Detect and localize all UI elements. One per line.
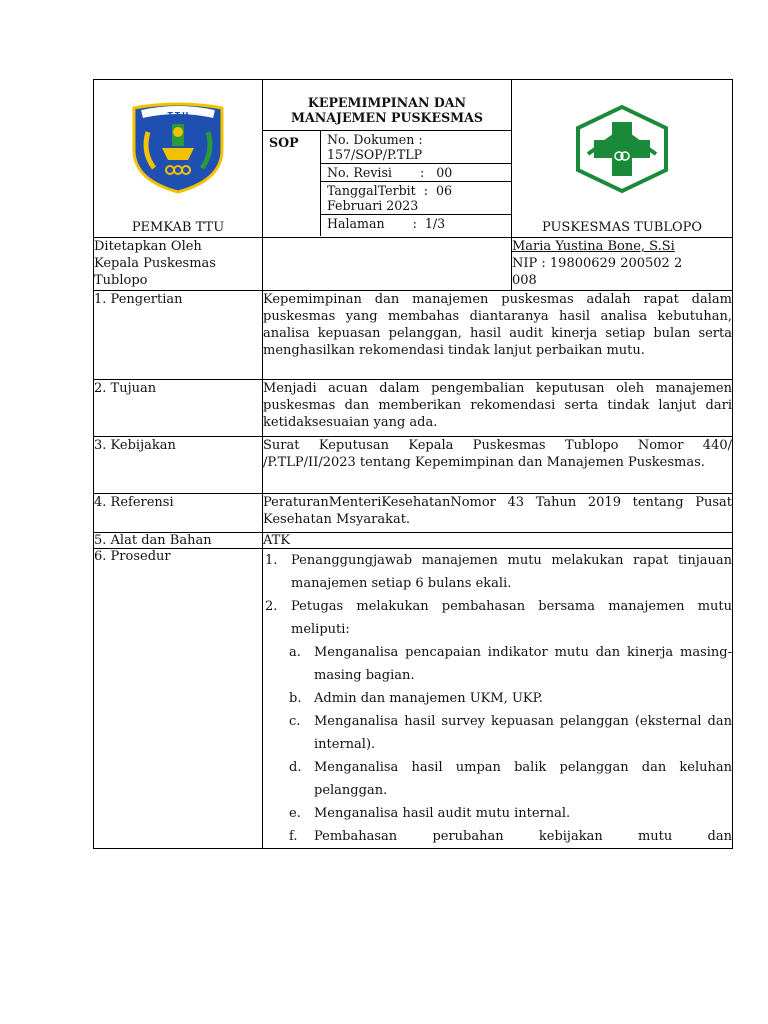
sop-info-rows [321,131,511,236]
sop-table [93,79,733,849]
item-text: Penanggungjawab manajemen mutu melakukan rapat tinjauan manajemen setiap 6 bulans ekali. [291,553,732,591]
item-text: Petugas melakukan pembahasan bersama manajemen mutu meliputi: [291,599,732,637]
list-item [263,595,732,641]
revision-number: No. Revisi : 00 [321,164,511,182]
approval-label-line-1: Ditetapkan Oleh [94,239,202,254]
sub-list-item [263,641,732,687]
sop-info-grid [263,131,511,236]
sop-label: SOP [263,131,321,236]
sub-item-letter: e. [289,806,301,821]
doc-number-value: 157/SOP/P.TLP [327,147,423,162]
puskesmas-caption: PUSKESMAS TUBLOPO [541,220,703,235]
sub-item-letter: c. [289,714,301,729]
puskesmas-hexagon-cross-icon [574,104,670,194]
referensi-label: 4. Referensi [94,494,263,533]
section-referensi [94,494,733,533]
approval-label-line-3: Tublopo [94,273,148,288]
sub-item-text: Admin dan manajemen UKM, UKP. [314,691,543,706]
sub-list-item [263,756,732,802]
sub-item-letter: a. [289,645,301,660]
doc-number [321,131,511,164]
issue-date-value: Februari 2023 [327,198,419,213]
sub-item-text: Pembahasan perubahan kebijakan mutu dan [314,829,732,844]
signatory-name: Maria Yustina Bone, S.Si [512,239,675,254]
section-pengertian [94,291,733,380]
item-number: 2. [265,599,278,614]
tujuan-text: Menjadi acuan dalam pengembalian keputusan oleh manajemen puskesmas dan memberikan rekomendasi serta tindak lanjut dari ketidaksesuaian yang ada. [263,380,733,437]
sub-list-item [263,825,732,848]
pengertian-text: Kepemimpinan dan manajemen puskesmas adalah rapat dalam puskesmas yang membahas diantaranya hasil analisa kebutuhan, analisa kepuasan pelanggan, hasil audit kinerja setiap bulan serta menghasilkan rekomendasi tindak lanjut perbaikan mutu. [263,291,733,380]
title-line-1: KEPEMIMPINAN DAN [307,95,467,110]
sub-item-letter: d. [289,760,302,775]
sop-document [93,79,732,849]
approval-label [94,238,263,291]
document-title [263,80,511,131]
kebijakan-label: 3. Kebijakan [94,437,263,494]
sub-item-letter: b. [289,691,302,706]
signatory-nip-cont: 008 [512,273,537,288]
doc-number-label: No. Dokumen : [327,132,423,147]
item-number: 1. [265,553,278,568]
title-cell [263,80,512,238]
sub-list-item [263,802,732,825]
approval-label-line-2: Kepala Puskesmas [94,256,216,271]
alat-label: 5. Alat dan Bahan [94,533,263,549]
issue-date [321,182,511,215]
alat-text: ATK [263,533,733,549]
section-kebijakan [94,437,733,494]
approval-row [94,238,733,291]
kebijakan-text: Surat Keputusan Kepala Puskesmas Tublopo Nomor 440/ /P.TLP/II/2023 tentang Kepemimpinan dan Manajemen Puskesmas. [263,437,733,494]
section-tujuan [94,380,733,437]
list-item [263,549,732,595]
header-row [94,80,733,238]
sub-item-text: Menganalisa hasil audit mutu internal. [314,806,571,821]
pemkab-logo-cell [94,80,263,238]
signatory-nip: NIP : 19800629 200502 2 [512,256,683,271]
sub-list-item [263,687,732,710]
sub-item-letter: f. [289,829,298,844]
issue-date-label: TanggalTerbit : 06 [327,183,453,198]
approval-blank [263,238,512,291]
sub-item-text: Menganalisa hasil umpan balik pelanggan dan keluhan pelanggan. [314,760,732,798]
sub-list-item [263,710,732,756]
prosedur-content [263,549,733,849]
pemkab-caption: PEMKAB TTU [131,220,225,235]
pengertian-label: 1. Pengertian [94,291,263,380]
page-number: Halaman : 1/3 [327,216,446,231]
tujuan-label: 2. Tujuan [94,380,263,437]
section-prosedur [94,549,733,849]
title-line-2: MANAJEMEN PUSKESMAS [291,110,483,125]
section-alat-bahan [94,533,733,549]
pemkab-ttu-emblem-icon [128,102,228,194]
sub-item-text: Menganalisa hasil survey kepuasan pelanggan (eksternal dan internal). [314,714,732,752]
referensi-text: PeraturanMenteriKesehatanNomor 43 Tahun 2019 tentang Pusat Kesehatan Msyarakat. [263,494,733,533]
sub-item-text: Menganalisa pencapaian indikator mutu dan kinerja masing-masing bagian. [314,645,732,683]
puskesmas-logo-cell [512,80,733,238]
svg-text:T.T.U: T.T.U [167,111,189,120]
approval-signatory [512,238,733,291]
prosedur-label: 6. Prosedur [94,549,263,849]
